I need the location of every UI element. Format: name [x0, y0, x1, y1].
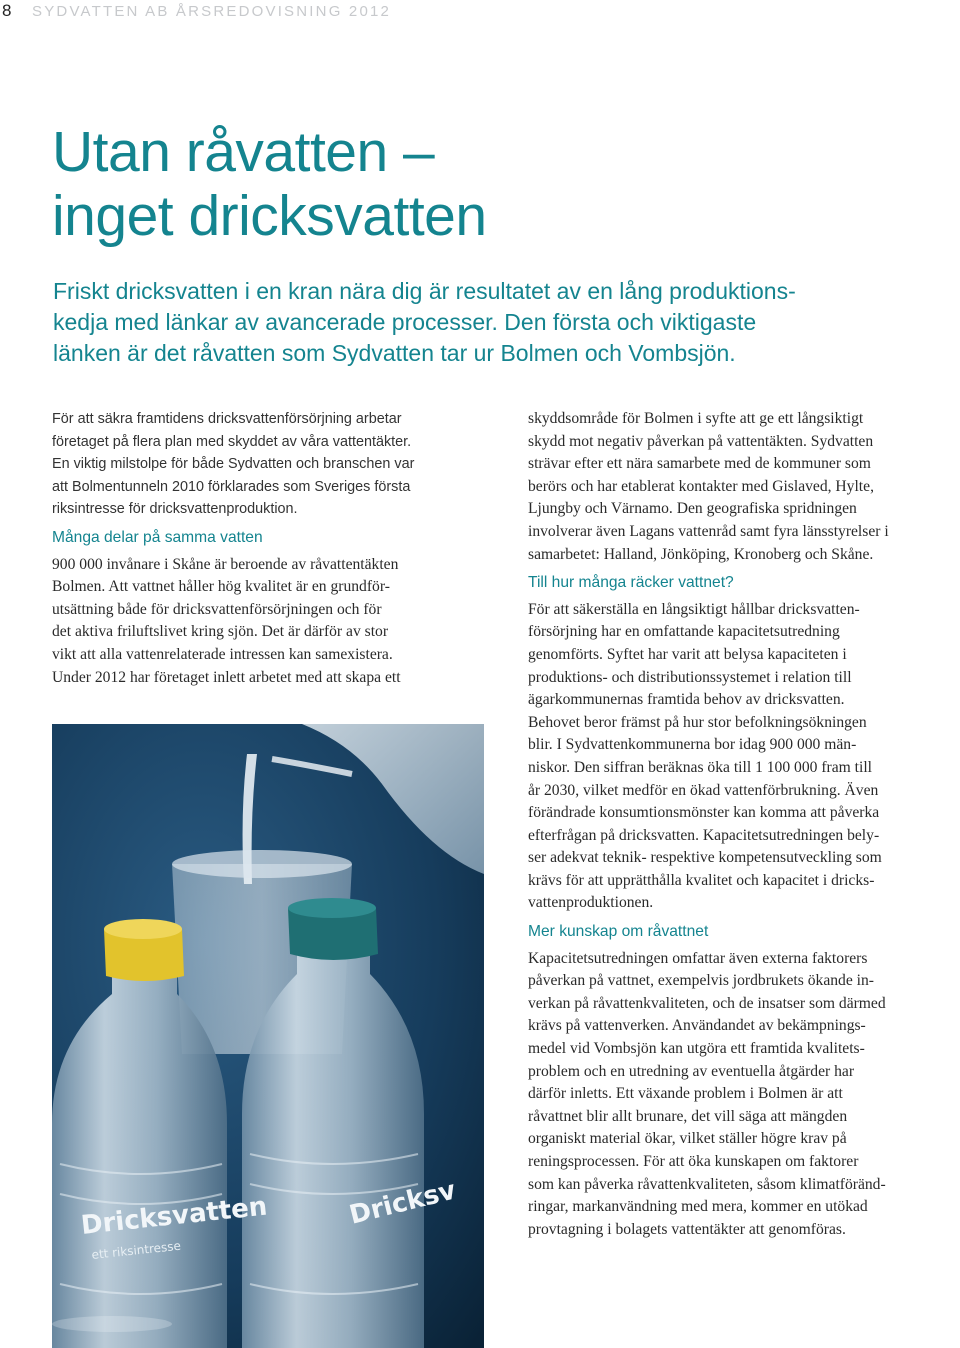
- running-header: [0, 0, 960, 24]
- text-line: råvattnet blir allt brunare, det vill säga att mängden: [528, 1107, 848, 1125]
- bottle-label-right: Dricksv: [346, 1175, 459, 1231]
- running-title: SYDVATTEN AB ÅRSREDOVISNING 2012: [32, 3, 392, 20]
- text-line: påverkan på vattnet, exempelvis jordbrukets ökande in-: [528, 972, 874, 990]
- bottles-illustration: [52, 724, 484, 1348]
- text-line: efterfrågan på dricksvatten. Kapacitetsutredningen bely-: [528, 826, 880, 844]
- text-line: medel vid Vombsjön kan utgöra ett framtida kvalitets-: [528, 1040, 865, 1058]
- body-paragraph: [528, 599, 948, 915]
- text-line: involverar även Lagans vattenråd samt fyra länsstyrelser i: [528, 522, 889, 540]
- text-line: vattenproduktionen.: [528, 894, 654, 912]
- intro-paragraph: [528, 408, 948, 566]
- text-line: det aktiva friluftslivet kring sjön. Det är därför av stor: [52, 623, 389, 641]
- text-line: niskor. Den siffran beräknas öka till 1 100 000 fram till: [528, 758, 873, 776]
- text-line: ser adekvat teknik- respektive kompetensutveckling som: [528, 849, 882, 867]
- glass-rim: [172, 850, 352, 878]
- subheading-mer-kunskap: Mer kunskap om råvattnet: [528, 923, 709, 941]
- ingress: [53, 276, 953, 369]
- text-line: 900 000 invånare i Skåne är beroende av råvattentäkten: [52, 555, 399, 573]
- ingress-line: kedja med länkar av avancerade processer. Den första och viktigaste: [53, 309, 757, 335]
- right-column: [528, 408, 948, 1241]
- text-line: försörjning har en omfattande kapacitetsutredning: [528, 623, 840, 641]
- page-number: 8: [2, 1, 12, 20]
- text-line: krävs för att upprätthålla kvalitet och kapacitet i dricks-: [528, 871, 875, 889]
- left-column: [52, 408, 492, 689]
- text-line: skyddsområde för Bolmen i syfte att ge ett långsiktigt: [528, 410, 864, 427]
- bottle-label-left: Dricksvatten: [79, 1191, 269, 1241]
- text-line: verkan på råvattenkvaliteten, och de insatser som därmed: [528, 994, 886, 1012]
- text-line: reningsprocessen. För att öka kunskapen om faktorer: [528, 1153, 859, 1170]
- text-line: Ljungby och Värnamo. Den geografiska spridningen: [528, 500, 857, 518]
- bottles-photo: [52, 724, 484, 1348]
- text-line: Under 2012 har företaget inlett arbetet med att skapa ett: [52, 668, 401, 686]
- ingress-line: länken är det råvatten som Sydvatten tar ur Bolmen och Vombsjön.: [53, 340, 736, 366]
- text-line: riksintresse för dricksvattenproduktion.: [52, 501, 298, 518]
- text-line: provtagning i bolagets vattentäkter att genomföras.: [528, 1220, 846, 1238]
- text-line: förändrade konsumtionsmönster kan komma att påverka: [528, 804, 880, 822]
- text-line: För att säkra framtidens dricksvattenförsörjning arbetar: [52, 411, 402, 427]
- text-line: därför inletts. Ett växande problem i Bolmen är att: [528, 1085, 843, 1103]
- teal-cap-top: [288, 898, 376, 918]
- text-line: att Bolmentunneln 2010 förklarades som Sveriges första: [52, 478, 411, 495]
- text-line: problem och en utredning av eventuella åtgärder har: [528, 1062, 855, 1080]
- text-line: produktions- och distributionssystemet i relation till: [528, 668, 852, 686]
- text-line: ägarkommunernas framtida behov av dricksvatten.: [528, 691, 845, 709]
- text-line: ringar, markanvändning med mera, kommer en utökad: [528, 1198, 868, 1216]
- text-line: utsättning både för dricksvattenförsörjningen och för: [52, 600, 382, 618]
- bottle-sublabel-left: ett riksintresse: [90, 1238, 182, 1262]
- body-paragraph: [528, 948, 948, 1242]
- title-line-1: Utan råvatten –: [52, 120, 435, 184]
- text-line: För att säkerställa en långsiktigt hållbar dricksvatten-: [528, 600, 860, 618]
- text-line: Bolmen. Att vattnet håller hög kvalitet är en grundför-: [52, 578, 390, 596]
- text-line: vikt att alla vattenrelaterade intressen kan samexistera.: [52, 645, 393, 663]
- text-line: skydd mot negativ påverkan på vattentäkten. Sydvatten: [528, 432, 874, 450]
- text-line: En viktig milstolpe för både Sydvatten och branschen var: [52, 456, 415, 473]
- text-line: genomförts. Syftet har varit att belysa kapaciteten i: [528, 645, 847, 663]
- page-title: [52, 120, 487, 248]
- text-line: som kan påverka råvattenkvaliteten, såsom klimatföränd-: [528, 1175, 886, 1193]
- text-line: Behovet beror främst på hur stor befolkningsökningen: [528, 713, 867, 731]
- text-line: blir. I Sydvattenkommunerna bor idag 900 000 män-: [528, 736, 857, 754]
- ingress-line: Friskt dricksvatten i en kran nära dig är resultatet av en lång produktions-: [53, 278, 796, 304]
- text-line: berörs och har etablerat kontakter med Gislaved, Hylte,: [528, 477, 874, 495]
- text-line: Kapacitetsutredningen omfattar även externa faktorers: [528, 949, 868, 967]
- text-line: strävar efter ett nära samarbete med de kommuner som: [528, 455, 871, 473]
- text-line: år 2030, vilket medför en ökad vattenförbrukning. Även: [528, 781, 879, 799]
- body-paragraph: [52, 554, 492, 690]
- subheading-till-hur-manga: Till hur många räcker vattnet?: [528, 574, 734, 592]
- text-line: företaget på flera plan med skyddet av våra vattentäkter.: [52, 433, 412, 450]
- text-line: samarbetet: Halland, Jönköping, Kronoberg och Skåne.: [528, 545, 874, 563]
- lead-paragraph: [52, 408, 492, 521]
- reflection-highlight: [52, 1316, 172, 1332]
- title-line-2: inget dricksvatten: [52, 184, 487, 248]
- text-line: krävs på vattenverken. Användandet av bekämpnings-: [528, 1017, 866, 1035]
- yellow-cap-top: [104, 919, 182, 939]
- subheading-manga-delar: Många delar på samma vatten: [52, 528, 263, 546]
- text-line: organiskt material ökar, vilket ställer högre krav på: [528, 1130, 847, 1148]
